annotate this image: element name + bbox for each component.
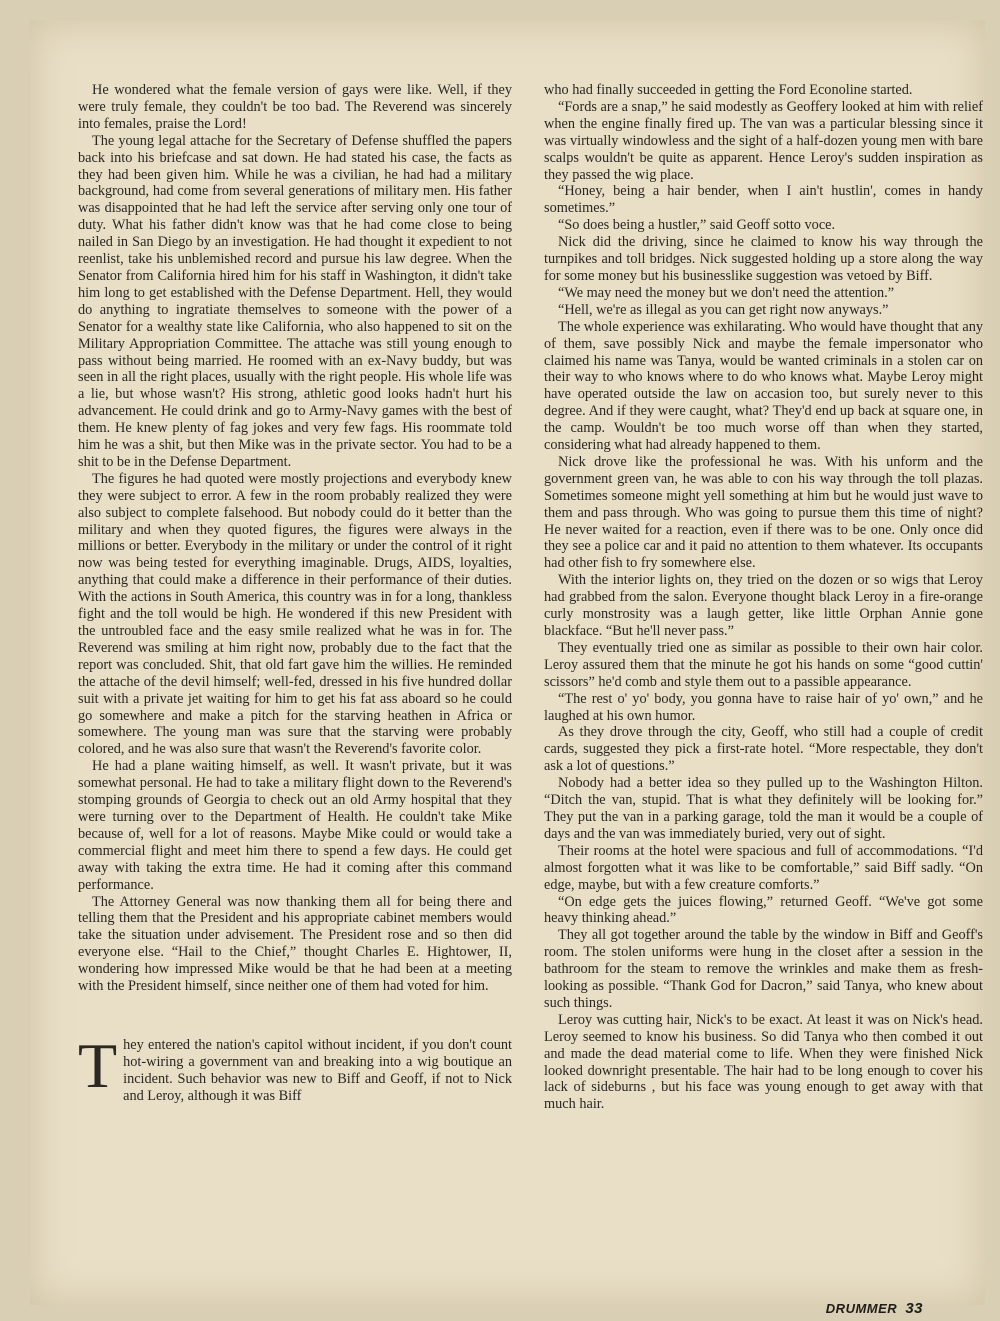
paragraph: The figures he had quoted were mostly projections and everybody knew they were subject to error. A few in the room probably realized they were also subject to complete falsehood. But nobody could do it better than the military and when they quoted figures, the figures were always in the millions or better. Everybody in the military or under the control of it right now was being tested for everything imaginable. Drugs, AIDS, loyalties, anything that could make a difference in their performance of their duties. With the actions in South America, this country was in for a long, thankless fight and the toll would be high. He wondered if this new President with the untroubled face and the easy smile realized what he was in for. The Reverend was smiling at him right now, probably due to the fact that the report was concluded. Shit, that old fart gave him the willies. He reminded the attache of the devil himself; well-fed, dressed in his five hundred dollar suit with a private jet waiting for him to get his fat ass aboard so he could go somewhere and make a pitch for the starving heathen in Africa or somewhere. The young man was sure that the starving were probably colored, and he was also sure that wasn't the Reverend's favorite color. (78, 470, 512, 758)
magazine-name: DRUMMER (825, 1301, 898, 1316)
paragraph: Leroy was cutting hair, Nick's to be exact. At least it was on Nick's head. Leroy seemed to know his business. So did Tanya who then combed it out and made the dead material come to life. When they were finished Nick looked downright presentable. The hair had to be long enough to cover his lack of sideburns , but his face was young enough to get away with that much hair. (544, 1011, 983, 1113)
paragraph: The Attorney General was now thanking them all for being there and telling them that the President and his appropriate cabinet members would take the situation under advisement. The President rose and so then did everyone else. “Hail to the Chief,” thought Charles E. Hightower, II, wondering how impressed Mike would be that he had been at a meeting with the President himself, since neither one of them had voted for him. (78, 893, 512, 995)
paragraph: Their rooms at the hotel were spacious and full of accommodations. “I'd almost forgotten what it was like to be comfortable,” said Biff sadly. “On edge, maybe, but with a few creature comforts.” (544, 842, 983, 893)
right-column (544, 82, 983, 1113)
section-break (78, 995, 512, 1037)
paragraph: “On edge gets the juices flowing,” returned Geoff. “We've got some heavy thinking ahead.” (544, 893, 983, 927)
paragraph: As they drove through the city, Geoff, who still had a couple of credit cards, suggested they pick a first-rate hotel. “More respectable, they don't ask a lot of questions.” (544, 724, 983, 775)
paragraph: He had a plane waiting himself, as well. It wasn't private, but it was somewhat personal. He had to take a military flight down to the Reverend's stomping grounds of Georgia to check out an old Army hospital that they were turning over to the Department of Health. He couldn't take Mike because of, well for a lot of reasons. Maybe Mike could or would take a commercial flight and meet him there to spend a few days. He could get away with taking the extra time. He had it coming after this command performance. (78, 758, 512, 893)
paragraph: Nick did the driving, since he claimed to know his way through the turnpikes and toll bridges. Nick suggested holding up a store along the way for some money but his businesslike suggestion was vetoed by Biff. (544, 234, 983, 284)
paragraph: They eventually tried one as similar as possible to their own hair color. Leroy assured them that the minute he got his hands on some “good cuttin' scissors” he'd comb and style them out to a passible appearance. (544, 639, 983, 690)
paragraph: “We may need the money but we don't need the attention.” (558, 284, 895, 301)
paragraph: who had finally succeeded in getting the Ford Econoline started. (544, 82, 913, 98)
dropcap-paragraph (78, 1029, 512, 1105)
paragraph: The whole experience was exhilarating. Who would have thought that any of them, save possibly Nick and maybe the female impersonator who claimed his name was Tanya, would be wanted criminals in a stolen car on their way to who knows where to do who knows what. Maybe Leroy might have operated outside the law on accasion too, but surely never to this degree. And if they were caught, what? They'd end up back at square one, in the camp. Wouldn't be too much worse off than when they started, considering what had already happened to them. (544, 318, 983, 454)
paragraph: Nick drove like the professional he was. With his unform and the government green van, he was able to con his way through the toll plazas. Sometimes someone might yell something at him but he would just wave to them and pass through. Who was going to pursue them this time of night? He never waited for a reaction, even if there was to be one. Only once did they see a police car and it paid no attention to them whatever. Its occupants had other fish to fry somewhere else. (544, 453, 983, 572)
magazine-page (30, 20, 985, 1317)
paragraph: They all got together around the table by the window in Biff and Geoff's room. The stolen uniforms were hung in the closet after a session in the bathroom for the steam to remove the wrinkles and make them as fresh-looking as possible. “Thank God for Dacron,” said Tanya, who knew about such things. (544, 927, 983, 1011)
paragraph: “Fords are a snap,” he said modestly as Geoffery looked at him with relief when the engine finally fired up. The van was a particular blessing since it was virtually windowless and the sight of a half-dozen young men with bare scalps wouldn't be quite as apparent. Hence Leroy's sudden inspiration as they passed the wig place. (544, 98, 983, 183)
page-footer (826, 1300, 923, 1317)
left-column (78, 82, 512, 1105)
paragraph: “The rest o' yo' body, you gonna have to raise hair of yo' own,” and he laughed at his own humor. (544, 690, 983, 724)
paragraph: “Hell, we're as illegal as you can get right now anyways.” (558, 301, 889, 318)
drop-cap-letter: T (78, 1029, 118, 1101)
paragraph: “Honey, being a hair bender, when I ain't hustlin', comes in handy sometimes.” (544, 183, 983, 217)
paragraph: “So does being a hustler,” said Geoff sotto voce. (558, 217, 836, 234)
paragraph: Nobody had a better idea so they pulled up to the Washington Hilton. “Ditch the van, stupid. That is what they definitely will be looking for.” They put the van in a parking garage, told the man it would be a couple of days and the van was immediately buried, very out of sight. (544, 775, 983, 842)
page-number: 33 (905, 1300, 923, 1317)
dropcap-paragraph-text: hey entered the nation's capitol without incident, if you don't count hot-wiring a government van and breaking into a wig boutique an incident. Such behavior was new to Biff and Geoff, if not to Nick and Leroy, although it was Biff (123, 1036, 512, 1104)
paragraph: With the interior lights on, they tried on the dozen or so wigs that Leroy had grabbed from the salon. Everyone thought black Leroy in a fire-orange curly monstrosity was a laugh getter, like little Orphan Annie gone blackface. “But he'll never pass.” (544, 572, 983, 639)
paragraph: He wondered what the female version of gays were like. Well, if they were truly female, they couldn't be too bad. The Reverend was sincerely into females, praise the Lord! (78, 82, 512, 132)
paragraph: The young legal attache for the Secretary of Defense shuffled the papers back into his briefcase and sat down. He had stated his case, the facts as they had been given him. While he was a civilian, he had had a military background, had come from several generations of military men. His father was disappointed that he had left the service after serving only one tour of duty. What his father didn't know was that he had come close to being nailed in San Diego by an investigation. He had thought it expedient to not reenlist, take his unblemished record and pursue his law degree. When the Senator from California hired him for his staff in Washington, it didn't take him long to get established with the Defense Department. Hell, they would do anything to ingratiate themselves to someone with the power of a Senator for a wealthy state like California, who also happened to sit on the Military Appropriation Committee. The attache was still young enough to pass without being married. He roomed with an ex-Navy buddy, but was seen in all the right places, usually with the right people. His whole life was a lie, but whose wasn't? His strong, athletic good looks hadn't hurt his advancement. He could drink and go to Army-Navy games with the best of them. He knew plenty of fag jokes and very few fags. His roommate told him he was a shit, but then Mike was in the private sector. You had to be a shit to be in the Defense Department. (78, 132, 512, 470)
